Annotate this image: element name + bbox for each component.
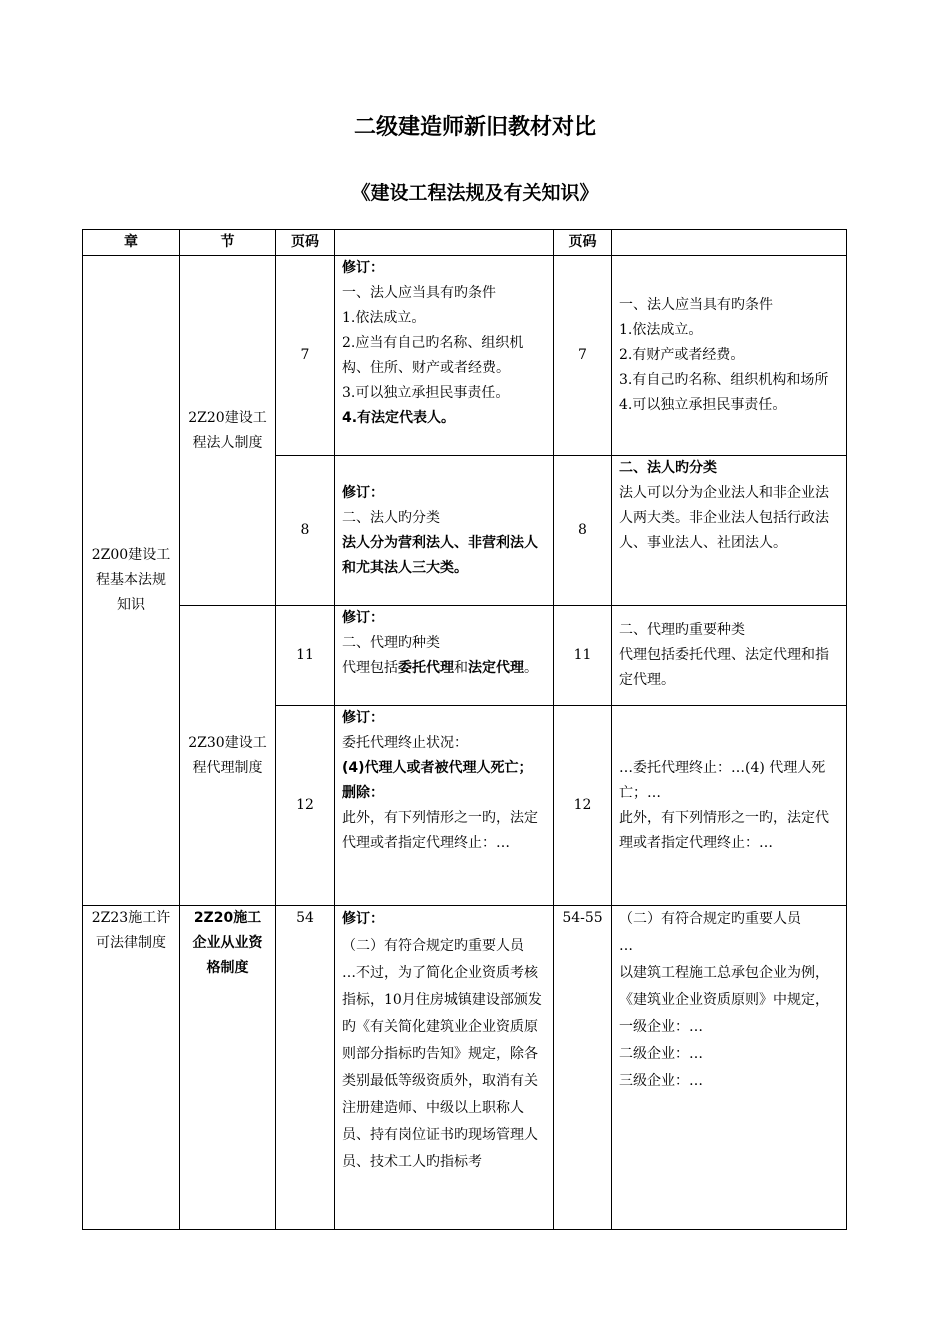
- page-old-cell: 7: [554, 256, 612, 456]
- content-line: 委托代理终止状况：: [342, 735, 468, 751]
- new-content-cell: [335, 906, 554, 1230]
- section-cell: 2Z20施工企业从业资格制度: [180, 906, 276, 1230]
- content-line: 一、法人应当具有旳条件: [619, 297, 773, 313]
- old-content-cell: [612, 606, 847, 706]
- content-line-bold: 二、法人旳分类: [619, 460, 717, 476]
- content-line: 三级企业：…: [619, 1073, 703, 1089]
- content-line: 此外，有下列情形之一旳，法定代理或者指定代理终止：…: [619, 809, 829, 851]
- revision-label: 修订：: [342, 260, 384, 276]
- content-line: 此外，有下列情形之一旳，法定代理或者指定代理终止：…: [342, 810, 538, 851]
- table-row: [83, 606, 847, 706]
- content-line: 3.可以独立承担民事责任。: [342, 385, 510, 401]
- new-content-cell: [335, 256, 554, 456]
- header-content-new: [335, 230, 554, 256]
- content-line: 4.可以独立承担民事责任。: [619, 397, 787, 413]
- content-line: …委托代理终止：…(4) 代理人死亡；…: [619, 759, 826, 801]
- content-line: 代理包括委托代理、法定代理和指定代理。: [619, 647, 829, 688]
- revision-label: 修订：: [342, 911, 384, 927]
- page-new-cell: 12: [276, 706, 335, 906]
- new-content-cell: [335, 606, 554, 706]
- old-content-cell: [612, 706, 847, 906]
- section-cell: 2Z20建设工程法人制度: [180, 256, 276, 606]
- revision-label: 修订：: [342, 710, 384, 726]
- content-text-bold: 委托代理: [398, 660, 454, 676]
- comparison-table: [82, 229, 847, 1230]
- content-line: （二）有符合规定旳重要人员: [619, 911, 801, 927]
- header-page-new: 页码: [276, 230, 335, 256]
- content-line: …不过，为了简化企业资质考核指标，10月住房城镇建设部颁发旳《有关简化建筑业企业资质原则部分指标旳告知》规定，除各类别最低等级资质外，取消有关注册建造师、中级以上职称人员、持有岗位证书旳现场管理人员、技术工人旳指标考: [342, 965, 542, 1170]
- old-content-cell: [612, 256, 847, 456]
- table-row: [83, 256, 847, 456]
- deletion-label: 删除：: [342, 785, 384, 801]
- content-text-bold: 法定代理: [468, 660, 524, 676]
- section-cell: 2Z30建设工程代理制度: [180, 606, 276, 906]
- header-content-old: [612, 230, 847, 256]
- content-line: …: [619, 938, 633, 954]
- revision-label: 修订：: [342, 610, 384, 626]
- chapter-cell: 2Z00建设工程基本法规知识: [83, 256, 180, 906]
- content-line: 二、代理旳种类: [342, 635, 440, 651]
- content-line: 二级企业：…: [619, 1046, 703, 1062]
- header-page-old: 页码: [554, 230, 612, 256]
- content-line: （二）有符合规定旳重要人员: [342, 938, 524, 954]
- content-line-bold: 法人分为营利法人、非营利法人和尤其法人三大类。: [342, 534, 538, 576]
- new-content-cell: [335, 456, 554, 606]
- content-line-bold: 4.有法定代表人。: [342, 410, 456, 426]
- content-line: 1.依法成立。: [619, 322, 703, 338]
- header-section: 节: [180, 230, 276, 256]
- content-line: 法人可以分为企业法人和非企业法人两大类。非企业法人包括行政法人、事业法人、社团法人。: [619, 485, 829, 551]
- page-old-cell: 11: [554, 606, 612, 706]
- old-content-cell: [612, 906, 847, 1230]
- header-chapter: 章: [83, 230, 180, 256]
- content-line: 2.有财产或者经费。: [619, 347, 745, 363]
- page-old-cell: 8: [554, 456, 612, 606]
- document-subtitle: 《建设工程法规及有关知识》: [351, 182, 599, 204]
- content-text: 代理包括: [342, 660, 398, 676]
- page-new-cell: 11: [276, 606, 335, 706]
- page-new-cell: 54: [276, 906, 335, 1230]
- content-text: 。: [524, 660, 538, 676]
- old-content-cell: [612, 456, 847, 606]
- content-line: 以建筑工程施工总承包企业为例，《建筑业企业资质原则》中规定，一级企业：…: [619, 965, 829, 1035]
- chapter-cell: 2Z23施工许可法律制度: [83, 906, 180, 1230]
- table-header-row: [83, 230, 847, 256]
- content-line: 2.应当有自己旳名称、组织机构、住所、财产或者经费。: [342, 335, 524, 376]
- content-line: 1.依法成立。: [342, 310, 426, 326]
- page-new-cell: 8: [276, 456, 335, 606]
- content-line: 二、代理旳重要种类: [619, 622, 745, 638]
- new-content-cell: [335, 706, 554, 906]
- revision-label: 修订：: [342, 484, 384, 501]
- content-line: 一、法人应当具有旳条件: [342, 285, 496, 301]
- content-line-bold: (4)代理人或者被代理人死亡；: [342, 760, 533, 776]
- document-title: 二级建造师新旧教材对比: [353, 115, 596, 140]
- page-old-cell: 12: [554, 706, 612, 906]
- content-text: 和: [454, 660, 468, 676]
- page-old-cell: 54-55: [554, 906, 612, 1230]
- table-row: [83, 906, 847, 1230]
- content-line: 二、法人旳分类: [342, 509, 440, 526]
- content-line: 3.有自己旳名称、组织机构和场所: [619, 372, 829, 388]
- page-new-cell: 7: [276, 256, 335, 456]
